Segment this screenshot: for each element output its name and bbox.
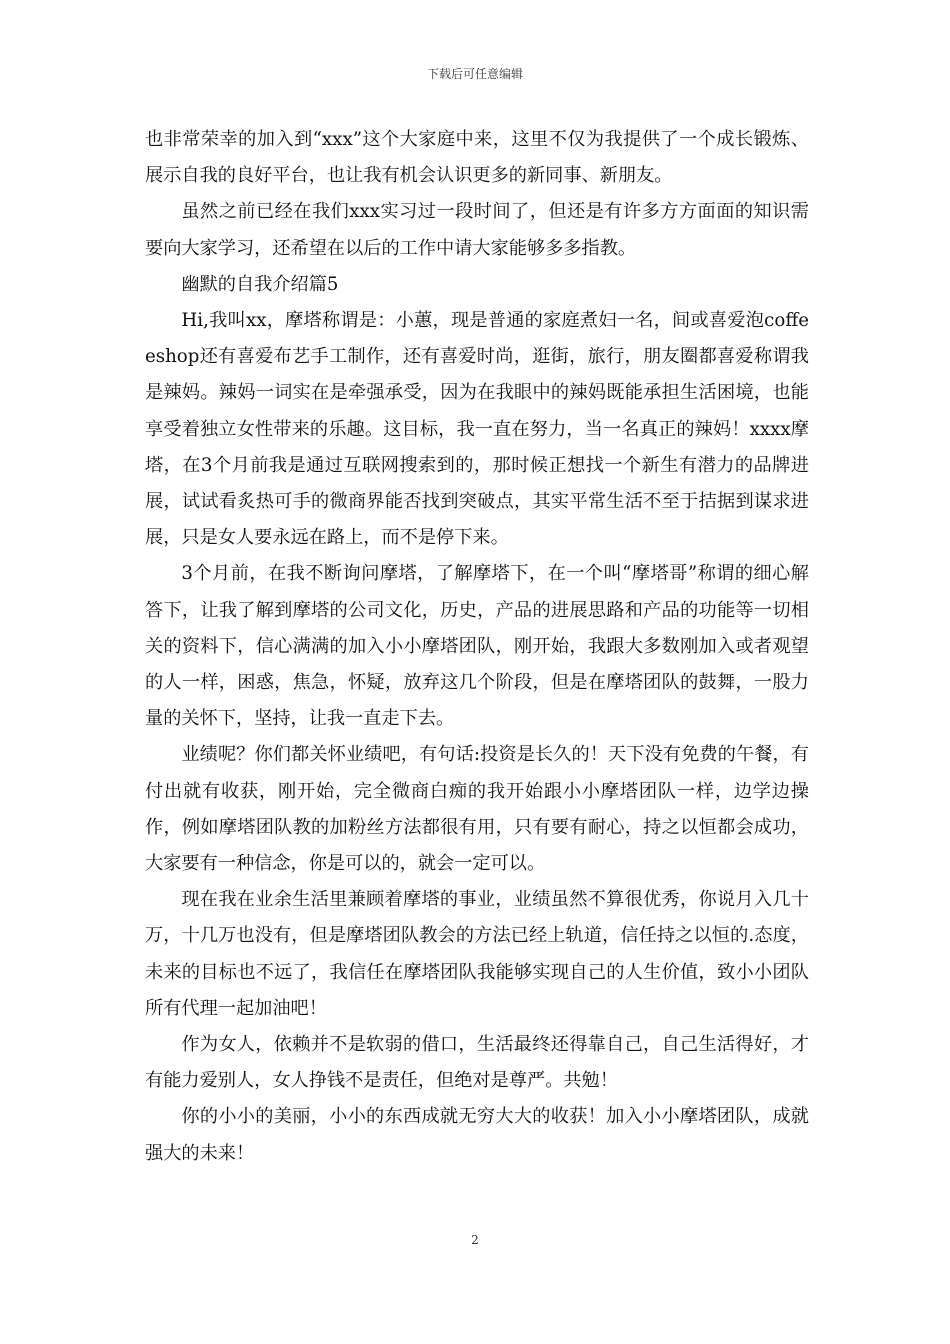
section-heading: 幽默的自我介绍篇5 xyxy=(181,273,339,295)
paragraph: Hi,我叫xx，摩塔称谓是：小蕙，现是普通的家庭煮妇一名，间或喜爱泡coffeeshop还有喜爱布艺手工制作，还有喜爱时尚，逛街，旅行，朋友圈都喜爱称谓我是辣妈。辣妈一词实在是牵强承受，因为在我眼中的辣妈既能承担生活困境，也能享受着独立女性带来的乐趣。这目标，我一直在努力，当一名真正的辣妈！xxxx摩塔，在3个月前我是通过互联网搜索到的，那时候正想找一个新生有潜力的品牌进展，试试看炙热可手的微商界能否找到突破点，其实平常生活不至于拮据到谋求进展，只是女人要永远在路上，而不是停下来。 xyxy=(145,310,809,549)
paragraph: 作为女人，依赖并不是软弱的借口，生活最终还得靠自己，自己生活得好，才有能力爱别人，女人挣钱不是责任，但绝对是尊严。共勉！ xyxy=(145,1034,809,1092)
paragraph: 业绩呢？你们都关怀业绩吧，有句话:投资是长久的！天下没有免费的午餐，有付出就有收获，刚开始，完全微商白痴的我开始跟小小摩塔团队一样，边学边操作，例如摩塔团队教的加粉丝方法都很有用，只有要有耐心，持之以恒都会成功，大家要有一种信念，你是可以的，就会一定可以。 xyxy=(145,744,809,875)
paragraph: 你的小小的美丽，小小的东西成就无穷大大的收获！加入小小摩塔团队，成就强大的未来！ xyxy=(145,1106,809,1164)
paragraph: 虽然之前已经在我们xxx实习过一段时间了，但还是有许多方方面面的知识需要向大家学习，还希望在以后的工作中请大家能够多多指教。 xyxy=(145,201,809,259)
page-number: 2 xyxy=(471,1233,479,1247)
paragraph: 现在我在业余生活里兼顾着摩塔的事业，业绩虽然不算很优秀，你说月入几十万，十几万也没有，但是摩塔团队教会的方法已经上轨道，信任持之以恒的.态度，未来的目标也不远了，我信任在摩塔团队我能够实现自己的人生价值，致小小团队所有代理一起加油吧！ xyxy=(145,889,809,1019)
page-header: 下载后可任意编辑 xyxy=(426,67,523,81)
document-body xyxy=(145,122,809,1172)
paragraph-continued: 也非常荣幸的加入到“xxx”这个大家庭中来，这里不仅为我提供了一个成长锻炼、展示自我的良好平台，也让我有机会认识更多的新同事、新朋友。 xyxy=(145,129,809,187)
paragraph: 3个月前，在我不断询问摩塔，了解摩塔下，在一个叫“摩塔哥”称谓的细心解答下，让我了解到摩塔的公司文化，历史，产品的进展思路和产品的功能等一切相关的资料下，信心满满的加入小小摩塔团队，刚开始，我跟大多数刚加入或者观望的人一样，困惑，焦急，怀疑，放弃这几个阶段，但是在摩塔团队的鼓舞，一股力量的关怀下，坚持，让我一直走下去。 xyxy=(145,563,809,730)
